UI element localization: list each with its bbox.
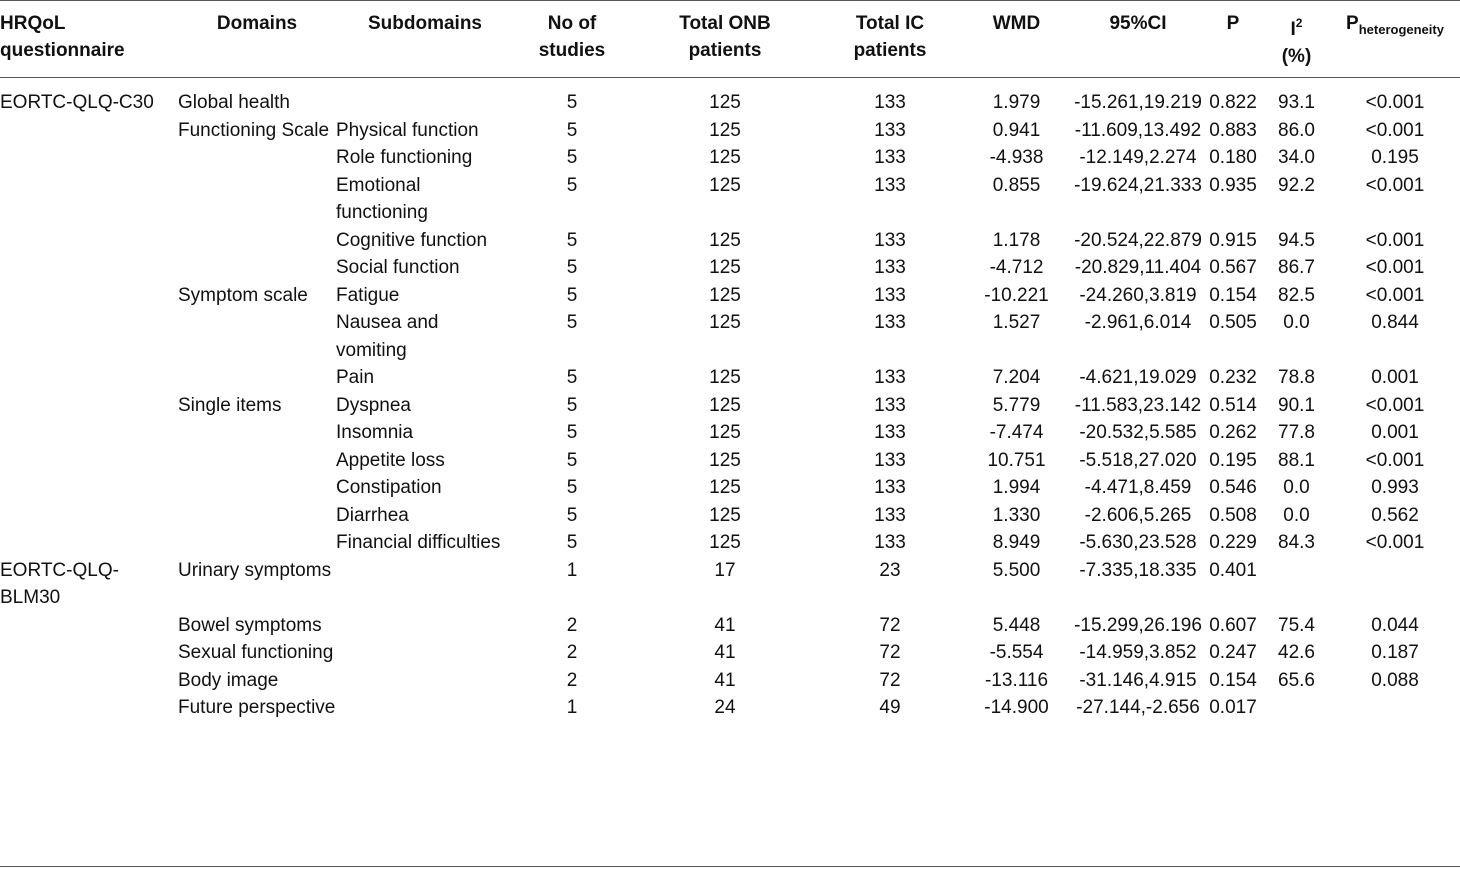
cell-ci: -20.532,5.585 <box>1079 422 1197 443</box>
cell-subdomain: Physical function <box>336 119 479 141</box>
cell-subdomain: Dyspnea <box>336 394 411 416</box>
table-row <box>0 117 1460 145</box>
cell-ci: -7.335,18.335 <box>1079 559 1197 581</box>
cell-domain <box>178 254 336 282</box>
cell-ic-patients: 72 <box>879 669 901 691</box>
cell-ic-patients: 133 <box>874 147 906 168</box>
cell-onb-patients: 41 <box>714 669 736 691</box>
cell-studies: 5 <box>566 422 578 443</box>
cell-p-heterogeneity: 0.187 <box>1371 642 1419 663</box>
cell-p: 0.154 <box>1209 284 1257 306</box>
cell-questionnaire <box>0 529 178 557</box>
cell-ci: -5.630,23.528 <box>1079 532 1197 553</box>
cell-domain <box>178 529 336 557</box>
cell-p: 0.195 <box>1209 449 1257 471</box>
cell-onb-patients: 125 <box>709 477 741 498</box>
cell-p: 0.546 <box>1209 477 1257 498</box>
cell-ic-patients: 133 <box>874 367 906 388</box>
cell-studies: 5 <box>566 477 578 498</box>
header-domains: Domains <box>216 13 298 34</box>
header-studies: No of studies <box>538 13 606 61</box>
cell-i2: 34.0 <box>1278 147 1315 168</box>
cell-p: 0.232 <box>1209 367 1257 388</box>
cell-p: 0.229 <box>1209 532 1257 553</box>
cell-p: 0.822 <box>1209 92 1257 113</box>
cell-i2: 65.6 <box>1278 669 1315 691</box>
cell-studies: 2 <box>566 669 578 691</box>
cell-i2: 0.0 <box>1283 477 1310 498</box>
cell-p: 0.514 <box>1209 394 1257 416</box>
results-table <box>0 10 1460 722</box>
cell-i2: 84.3 <box>1278 532 1315 553</box>
cell-questionnaire <box>0 282 178 310</box>
cell-ic-patients: 72 <box>879 642 901 663</box>
cell-onb-patients: 125 <box>709 504 741 526</box>
cell-onb-patients: 125 <box>709 174 741 196</box>
cell-subdomain: Role functioning <box>336 147 473 168</box>
header-ic-patients: Total IC patients <box>853 13 927 61</box>
cell-questionnaire <box>0 502 178 530</box>
cell-ci: -20.524,22.879 <box>1074 229 1202 251</box>
table-row <box>0 227 1460 255</box>
cell-onb-patients: 125 <box>709 147 741 168</box>
cell-i2: 86.7 <box>1278 257 1315 278</box>
table-row <box>0 392 1460 420</box>
cell-studies: 5 <box>566 367 578 388</box>
cell-p: 0.017 <box>1209 697 1257 718</box>
cell-ic-patients: 72 <box>879 614 901 636</box>
header-i2: $I^2$ (%) <box>1281 16 1312 67</box>
cell-p: 0.262 <box>1209 422 1257 443</box>
cell-subdomain: Nausea and vomiting <box>336 312 439 361</box>
cell-wmd: -5.554 <box>989 642 1044 663</box>
cell-studies: 5 <box>566 532 578 553</box>
table-row <box>0 282 1460 310</box>
header-subdomains: Subdomains <box>367 13 482 34</box>
cell-subdomain: Pain <box>336 367 375 388</box>
cell-subdomain <box>336 694 514 722</box>
cell-domain: Body image <box>178 669 279 691</box>
cell-ci: -24.260,3.819 <box>1079 284 1197 306</box>
cell-ic-patients: 133 <box>874 394 906 416</box>
cell-wmd: 1.994 <box>992 477 1041 498</box>
cell-onb-patients: 125 <box>709 312 741 333</box>
cell-domain: Future perspective <box>178 697 336 718</box>
cell-subdomain: Financial difficulties <box>336 532 501 553</box>
cell-domain <box>178 172 336 227</box>
cell-p-heterogeneity: 0.993 <box>1371 477 1419 498</box>
table-row <box>0 364 1460 392</box>
table-row <box>0 612 1460 640</box>
table-row <box>0 474 1460 502</box>
cell-domain <box>178 309 336 364</box>
table-row <box>0 144 1460 172</box>
cell-p: 0.508 <box>1209 504 1257 526</box>
cell-subdomain <box>336 557 514 612</box>
cell-p: 0.401 <box>1209 559 1257 581</box>
cell-wmd: -4.712 <box>989 257 1044 278</box>
cell-ci: -27.144,-2.656 <box>1076 697 1200 718</box>
cell-wmd: 1.527 <box>992 312 1041 333</box>
cell-ci: -19.624,21.333 <box>1074 174 1202 196</box>
cell-wmd: -14.900 <box>984 697 1049 718</box>
header-onb-patients: Total ONB patients <box>679 13 771 61</box>
cell-p: 0.505 <box>1209 312 1257 333</box>
cell-domain <box>178 144 336 172</box>
cell-wmd: 0.855 <box>992 174 1041 196</box>
table-row <box>0 667 1460 695</box>
cell-onb-patients: 125 <box>709 257 741 278</box>
cell-p: 0.180 <box>1209 147 1257 168</box>
cell-i2: 75.4 <box>1278 614 1315 636</box>
cell-ci: -11.609,13.492 <box>1074 119 1202 141</box>
cell-i2: 90.1 <box>1278 394 1315 416</box>
table-row <box>0 447 1460 475</box>
table-row <box>0 639 1460 667</box>
cell-studies: 5 <box>566 229 578 251</box>
cell-questionnaire <box>0 254 178 282</box>
cell-domain <box>178 474 336 502</box>
cell-i2: 93.1 <box>1278 92 1315 113</box>
cell-ic-patients: 133 <box>874 284 906 306</box>
cell-onb-patients: 17 <box>714 559 736 581</box>
cell-i2: 82.5 <box>1278 284 1315 306</box>
cell-p-heterogeneity: 0.844 <box>1371 312 1419 333</box>
cell-ci: -20.829,11.404 <box>1074 257 1202 278</box>
cell-questionnaire <box>0 144 178 172</box>
cell-questionnaire <box>0 117 178 145</box>
cell-onb-patients: 125 <box>709 229 741 251</box>
cell-ic-patients: 133 <box>874 257 906 278</box>
cell-subdomain <box>336 612 514 640</box>
cell-i2: 77.8 <box>1278 422 1315 443</box>
cell-domain: Functioning Scale <box>178 119 330 141</box>
cell-ci: -4.471,8.459 <box>1084 477 1192 498</box>
table-bottom-rule <box>0 866 1460 867</box>
header-wmd: WMD <box>992 13 1041 34</box>
cell-ic-patients: 133 <box>874 532 906 553</box>
table-row <box>0 557 1460 612</box>
cell-onb-patients: 125 <box>709 92 741 113</box>
cell-domain: Global health <box>178 92 290 113</box>
cell-studies: 5 <box>566 119 578 141</box>
cell-onb-patients: 125 <box>709 394 741 416</box>
cell-ic-patients: 133 <box>874 504 906 526</box>
cell-studies: 5 <box>566 394 578 416</box>
cell-ic-patients: 133 <box>874 477 906 498</box>
cell-ci: -15.261,19.219 <box>1074 92 1202 113</box>
cell-subdomain <box>336 77 514 117</box>
header-questionnaire: HRQoL questionnaire <box>0 13 125 61</box>
cell-p-heterogeneity: <0.001 <box>1365 174 1425 196</box>
cell-ic-patients: 133 <box>874 229 906 251</box>
cell-ci: -14.959,3.852 <box>1079 642 1197 663</box>
cell-onb-patients: 125 <box>709 284 741 306</box>
cell-subdomain: Insomnia <box>336 422 414 443</box>
cell-questionnaire: EORTC-QLQ-C30 <box>0 92 154 113</box>
table-row <box>0 309 1460 364</box>
cell-subdomain: Emotional functioning <box>336 174 428 223</box>
cell-p-heterogeneity <box>1330 557 1460 612</box>
cell-p-heterogeneity: 0.001 <box>1371 367 1419 388</box>
cell-questionnaire <box>0 392 178 420</box>
cell-p-heterogeneity: <0.001 <box>1365 532 1425 553</box>
cell-wmd: -4.938 <box>989 147 1044 168</box>
cell-subdomain: Social function <box>336 257 460 278</box>
cell-p-heterogeneity: <0.001 <box>1365 284 1425 306</box>
cell-p-heterogeneity: 0.562 <box>1371 504 1419 526</box>
cell-onb-patients: 125 <box>709 367 741 388</box>
cell-subdomain: Fatigue <box>336 284 400 306</box>
cell-wmd: -13.116 <box>984 669 1049 691</box>
table-row <box>0 502 1460 530</box>
cell-p-heterogeneity: <0.001 <box>1365 449 1425 471</box>
cell-domain <box>178 364 336 392</box>
table-row <box>0 529 1460 557</box>
table-header <box>0 10 1460 77</box>
cell-domain: Single items <box>178 394 282 416</box>
cell-questionnaire <box>0 474 178 502</box>
cell-questionnaire <box>0 667 178 695</box>
cell-studies: 5 <box>566 147 578 168</box>
cell-questionnaire <box>0 694 178 722</box>
cell-studies: 5 <box>566 312 578 333</box>
cell-questionnaire <box>0 364 178 392</box>
cell-p: 0.247 <box>1209 642 1257 663</box>
cell-domain <box>178 502 336 530</box>
cell-domain <box>178 419 336 447</box>
table-row <box>0 694 1460 722</box>
cell-ic-patients: 133 <box>874 174 906 196</box>
cell-i2: 88.1 <box>1278 449 1315 471</box>
cell-domain: Urinary symptoms <box>178 559 332 581</box>
cell-p-heterogeneity: 0.195 <box>1371 147 1419 168</box>
cell-onb-patients: 125 <box>709 449 741 471</box>
table-row <box>0 172 1460 227</box>
cell-p-heterogeneity: <0.001 <box>1365 257 1425 278</box>
cell-onb-patients: 125 <box>709 422 741 443</box>
cell-studies: 5 <box>566 504 578 526</box>
cell-ic-patients: 133 <box>874 449 906 471</box>
cell-ci: -2.606,5.265 <box>1084 504 1192 526</box>
cell-studies: 5 <box>566 92 578 113</box>
cell-studies: 2 <box>566 642 578 663</box>
cell-domain <box>178 227 336 255</box>
cell-wmd: 7.204 <box>992 367 1041 388</box>
cell-studies: 5 <box>566 284 578 306</box>
cell-wmd: 1.330 <box>992 504 1041 526</box>
cell-ci: -5.518,27.020 <box>1079 449 1197 471</box>
cell-wmd: 5.448 <box>992 614 1041 636</box>
cell-onb-patients: 24 <box>714 697 736 718</box>
cell-ci: -12.149,2.274 <box>1079 147 1197 168</box>
cell-ic-patients: 133 <box>874 422 906 443</box>
cell-i2: 94.5 <box>1278 229 1315 251</box>
cell-ic-patients: 49 <box>879 697 901 718</box>
cell-p: 0.607 <box>1209 614 1257 636</box>
cell-p: 0.935 <box>1209 174 1257 196</box>
cell-p-heterogeneity: 0.044 <box>1371 614 1419 636</box>
cell-subdomain <box>336 639 514 667</box>
cell-wmd: 8.949 <box>992 532 1041 553</box>
cell-p-heterogeneity: <0.001 <box>1365 394 1425 416</box>
cell-studies: 5 <box>566 257 578 278</box>
cell-subdomain: Appetite loss <box>336 449 445 471</box>
cell-ic-patients: 23 <box>879 559 901 581</box>
cell-i2: 92.2 <box>1278 174 1315 196</box>
cell-wmd: 1.178 <box>992 229 1041 251</box>
cell-questionnaire <box>0 447 178 475</box>
cell-questionnaire <box>0 639 178 667</box>
cell-questionnaire <box>0 227 178 255</box>
cell-p: 0.154 <box>1209 669 1257 691</box>
cell-questionnaire: EORTC-QLQ-BLM30 <box>0 559 119 608</box>
cell-subdomain: Diarrhea <box>336 504 409 526</box>
header-p: P <box>1226 13 1240 34</box>
cell-ci: -4.621,19.029 <box>1079 367 1197 388</box>
cell-questionnaire <box>0 419 178 447</box>
cell-p: 0.915 <box>1209 229 1257 251</box>
cell-subdomain: Constipation <box>336 477 442 498</box>
cell-p-heterogeneity: <0.001 <box>1365 92 1425 113</box>
cell-onb-patients: 125 <box>709 119 741 141</box>
cell-p-heterogeneity: 0.088 <box>1371 669 1419 691</box>
cell-ic-patients: 133 <box>874 119 906 141</box>
cell-i2: 78.8 <box>1278 367 1315 388</box>
cell-p-heterogeneity: <0.001 <box>1365 119 1425 141</box>
cell-ic-patients: 133 <box>874 92 906 113</box>
cell-i2 <box>1263 557 1330 612</box>
cell-ci: -2.961,6.014 <box>1084 312 1192 333</box>
header-p-heterogeneity: $P_{heterogeneity}$ <box>1346 13 1444 37</box>
cell-ci: -15.299,26.196 <box>1074 614 1202 636</box>
table-row <box>0 254 1460 282</box>
cell-i2: 86.0 <box>1278 119 1315 141</box>
table-top-rule <box>0 0 1460 1</box>
cell-questionnaire <box>0 309 178 364</box>
cell-studies: 2 <box>566 614 578 636</box>
cell-i2 <box>1263 694 1330 722</box>
cell-subdomain: Cognitive function <box>336 229 488 251</box>
cell-studies: 1 <box>566 697 578 718</box>
cell-onb-patients: 41 <box>714 642 736 663</box>
cell-ci: -31.146,4.915 <box>1079 669 1197 691</box>
cell-domain: Bowel symptoms <box>178 614 322 636</box>
table-row <box>0 419 1460 447</box>
cell-domain: Sexual functioning <box>178 642 334 663</box>
cell-i2: 0.0 <box>1283 504 1310 526</box>
cell-p-heterogeneity <box>1330 694 1460 722</box>
cell-questionnaire <box>0 172 178 227</box>
cell-wmd: 10.751 <box>987 449 1046 471</box>
cell-p-heterogeneity: 0.001 <box>1371 422 1419 443</box>
table-row <box>0 77 1460 117</box>
header-ci: 95%CI <box>1109 13 1167 34</box>
cell-p-heterogeneity: <0.001 <box>1365 229 1425 251</box>
cell-wmd: -7.474 <box>989 422 1044 443</box>
cell-domain: Symptom scale <box>178 284 308 306</box>
cell-domain <box>178 447 336 475</box>
cell-i2: 42.6 <box>1278 642 1315 663</box>
cell-studies: 5 <box>566 174 578 196</box>
cell-questionnaire <box>0 612 178 640</box>
table-body <box>0 77 1460 722</box>
cell-wmd: 5.779 <box>992 394 1041 416</box>
cell-onb-patients: 125 <box>709 532 741 553</box>
cell-studies: 1 <box>566 559 578 581</box>
cell-subdomain <box>336 667 514 695</box>
cell-onb-patients: 41 <box>714 614 736 636</box>
cell-wmd: 5.500 <box>992 559 1041 581</box>
cell-wmd: 1.979 <box>992 92 1041 113</box>
cell-ci: -11.583,23.142 <box>1074 394 1202 416</box>
cell-wmd: 0.941 <box>992 119 1041 141</box>
cell-p: 0.567 <box>1209 257 1257 278</box>
cell-studies: 5 <box>566 449 578 471</box>
cell-ic-patients: 133 <box>874 312 906 333</box>
cell-p: 0.883 <box>1209 119 1257 141</box>
cell-wmd: -10.221 <box>984 284 1049 306</box>
cell-i2: 0.0 <box>1283 312 1310 333</box>
